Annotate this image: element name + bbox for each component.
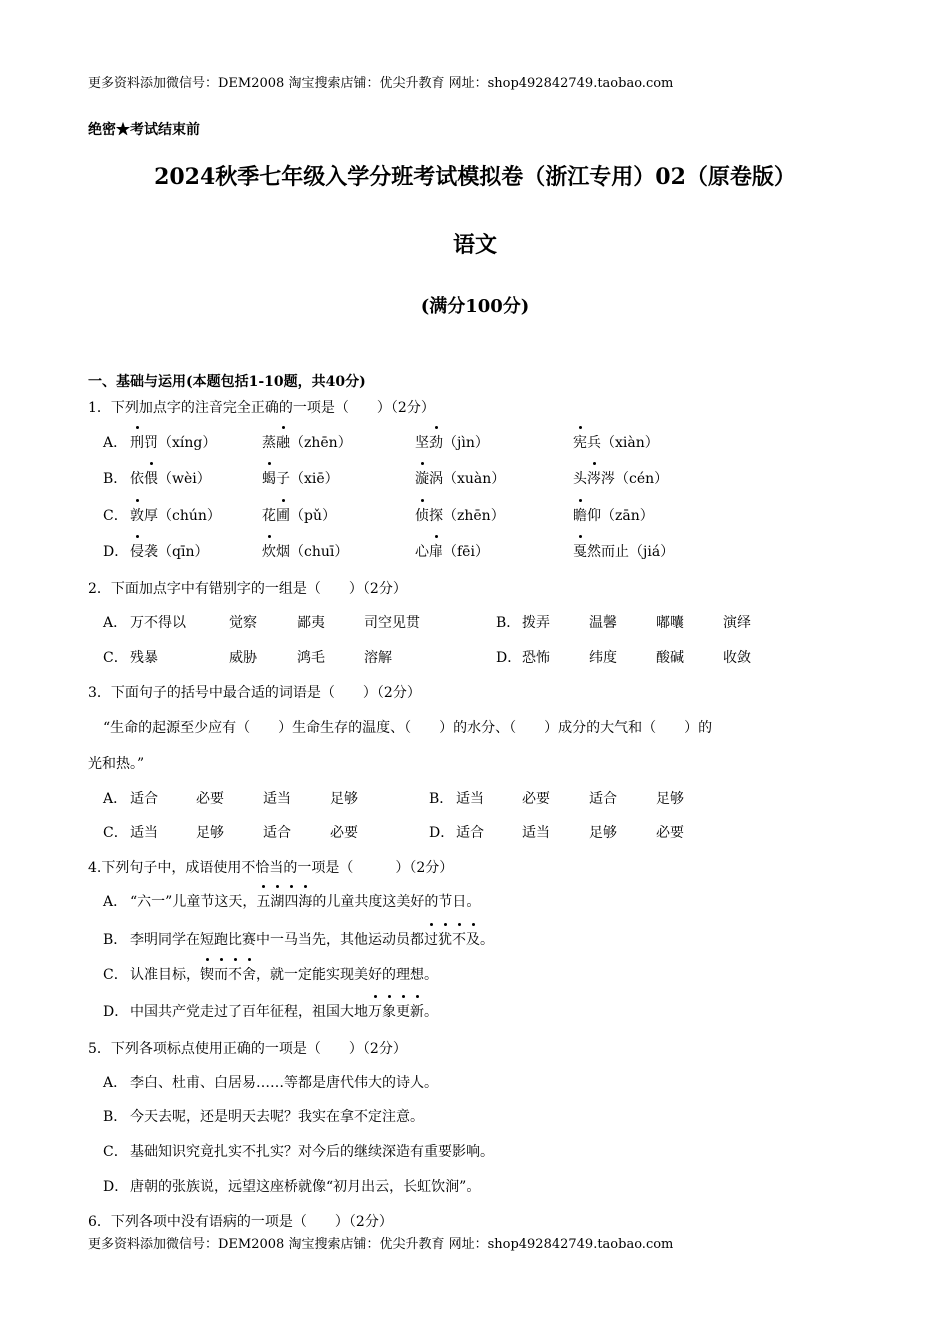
option-text: 中国共产党走过了百年征程，祖国大地万象更新。 [130,1001,438,1021]
option-label: B． [103,1109,128,1125]
option-label: A． [103,894,128,910]
emphasis-dot-char: 及 [466,929,480,949]
option-word: 适合 [456,825,484,841]
emphasis-dot-char: 瞻 [573,505,587,525]
option-text: 李明同学在短跑比赛中一马当先，其他运动员都过犹不及。 [130,929,494,949]
pinyin-item: 侵袭（qīn） [130,541,208,561]
emphasis-dot-char: 万 [368,1001,382,1021]
option-label: C． [103,508,128,524]
option-label: A． [103,1075,128,1091]
question-3-passage-cont: 光和热。” [88,756,145,772]
option-word: 适合 [263,825,291,841]
pinyin-item: 瞻仰（zān） [573,505,654,525]
question-1-stem: 1．下列加点字的注音完全正确的一项是（ ）（2分） [88,400,435,416]
option-word: 司空见贯 [364,615,420,631]
option-word: 残暴 [130,650,158,666]
emphasis-dot-char: 偎 [144,468,158,488]
emphasis-dot-char: 侵 [130,541,144,561]
full-score: (满分100分) [420,296,530,317]
option-word: 足够 [330,791,358,807]
emphasis-dot-char: 蝎 [262,468,276,488]
option-word: 适合 [130,791,158,807]
emphasis-dot-char: 湖 [270,891,284,911]
subject-title: 语文 [452,232,497,258]
option-word: 酸碱 [656,650,684,666]
emphasis-dot-char: 圃 [276,505,290,525]
page-header: 更多资料添加微信号：DEM2008 淘宝搜索店铺：优尖升教育 网址：shop492842749.taobao.com [88,76,674,91]
emphasis-dot-char: 过 [424,929,438,949]
option-word: 收敛 [723,650,751,666]
emphasis-dot-char: 五 [256,891,270,911]
question-4-stem: 4.下列句子中，成语使用不恰当的一项是（ ）（2分） [88,860,454,876]
pinyin-item: 敦厚（chún） [130,505,221,525]
option-label: D． [429,825,455,841]
option-word: 适合 [589,791,617,807]
option-word: 万不得以 [130,615,186,631]
option-word: 适当 [522,825,550,841]
option-word: 适当 [456,791,484,807]
emphasis-dot-char: 融 [276,432,290,452]
option-word: 必要 [196,791,224,807]
pinyin-item: 漩涡（xuàn） [415,468,505,488]
option-text: 认准目标，锲而不舍，就一定能实现美好的理想。 [130,964,438,984]
option-label: D． [103,544,129,560]
option-text: 唐朝的张族说，远望这座桥就像“初月出云，长虹饮涧”。 [130,1179,481,1195]
option-word: 鄙夷 [297,615,325,631]
question-6-stem: 6．下列各项中没有语病的一项是（ ）（2分） [88,1214,393,1230]
option-word: 威胁 [229,650,257,666]
option-text: 今天去呢，还是明天去呢？我实在拿不定注意。 [130,1109,424,1125]
question-5-stem: 5．下列各项标点使用正确的一项是（ ）（2分） [88,1041,407,1057]
emphasis-dot-char: 象 [382,1001,396,1021]
option-label: A． [103,435,128,451]
option-label: D． [496,650,522,666]
option-text: 基础知识究竟扎实不扎实？对今后的继续深造有重要影响。 [130,1144,494,1160]
option-word: 必要 [656,825,684,841]
pinyin-item: 头涔涔（cén） [573,468,668,488]
pinyin-item: 坚劲（jìn） [415,432,489,452]
emphasis-dot-char: 敦 [130,505,144,525]
option-word: 必要 [330,825,358,841]
option-word: 足够 [589,825,617,841]
page-footer: 更多资料添加微信号：DEM2008 淘宝搜索店铺：优尖升教育 网址：shop492842749.taobao.com [88,1237,674,1252]
pinyin-item: 炊烟（chuī） [262,541,348,561]
option-word: 适当 [130,825,158,841]
exam-title: 2024秋季七年级入学分班考试模拟卷（浙江专用）02（原卷版） [154,164,796,190]
option-word: 恐怖 [522,650,550,666]
emphasis-dot-char: 四 [284,891,298,911]
confidential-label: 绝密★考试结束前 [88,122,200,138]
option-word: 觉察 [229,615,257,631]
emphasis-dot-char: 新 [410,1001,424,1021]
option-word: 嘟囔 [656,615,684,631]
option-word: 适当 [263,791,291,807]
emphasis-dot-char: 劲 [429,432,443,452]
question-3-stem: 3．下面句子的括号中最合适的词语是（ ）（2分） [88,685,421,701]
pinyin-item: 侦探（zhēn） [415,505,505,525]
emphasis-dot-char: 不 [452,929,466,949]
option-word: 鸿毛 [297,650,325,666]
option-label: D． [103,1179,129,1195]
question-3-passage: “生命的起源至少应有（ ）生命生存的温度、（ ）的水分、（ ）成分的大气和（ ）的 [103,720,713,736]
pinyin-item: 花圃（pǔ） [262,505,336,525]
option-label: C． [103,967,128,983]
emphasis-dot-char: 宪 [573,432,587,452]
option-label: B． [103,471,128,487]
pinyin-item: 刑罚（xíng） [130,432,216,452]
option-text: 李白、杜甫、白居易……等都是唐代伟大的诗人。 [130,1075,438,1091]
emphasis-dot-char: 而 [214,964,228,984]
emphasis-dot-char: 涔 [587,468,601,488]
emphasis-dot-char: 不 [228,964,242,984]
emphasis-dot-char: 戛 [573,541,587,561]
option-label: B． [429,791,454,807]
option-label: B． [103,932,128,948]
option-label: B． [496,615,521,631]
option-label: A． [103,615,128,631]
option-label: C． [103,650,128,666]
option-word: 足够 [196,825,224,841]
emphasis-dot-char: 刑 [130,432,144,452]
option-label: D． [103,1004,129,1020]
section-heading: 一、基础与运用(本题包括1-10题，共40分) [88,374,366,390]
option-word: 温馨 [589,615,617,631]
emphasis-dot-char: 侦 [415,505,429,525]
emphasis-dot-char: 炊 [262,541,276,561]
pinyin-item: 心扉（fēi） [415,541,489,561]
emphasis-dot-char: 漩 [415,468,429,488]
option-word: 纬度 [589,650,617,666]
emphasis-dot-char: 犹 [438,929,452,949]
emphasis-dot-char: 海 [298,891,312,911]
emphasis-dot-char: 锲 [200,964,214,984]
pinyin-item: 戛然而止（jiá） [573,541,674,561]
option-word: 演绎 [723,615,751,631]
emphasis-dot-char: 舍 [242,964,256,984]
option-text: “六一”儿童节这天，五湖四海的儿童共度这美好的节日。 [130,891,480,911]
option-word: 溶解 [364,650,392,666]
option-label: A． [103,791,128,807]
option-label: C． [103,1144,128,1160]
emphasis-dot-char: 更 [396,1001,410,1021]
pinyin-item: 依偎（wèi） [130,468,211,488]
question-2-stem: 2．下面加点字中有错别字的一组是（ ）（2分） [88,581,407,597]
option-label: C． [103,825,128,841]
pinyin-item: 宪兵（xiàn） [573,432,659,452]
option-word: 拨弄 [522,615,550,631]
option-word: 足够 [656,791,684,807]
pinyin-item: 蒸融（zhēn） [262,432,352,452]
pinyin-item: 蝎子（xiē） [262,468,339,488]
emphasis-dot-char: 扉 [429,541,443,561]
option-word: 必要 [522,791,550,807]
